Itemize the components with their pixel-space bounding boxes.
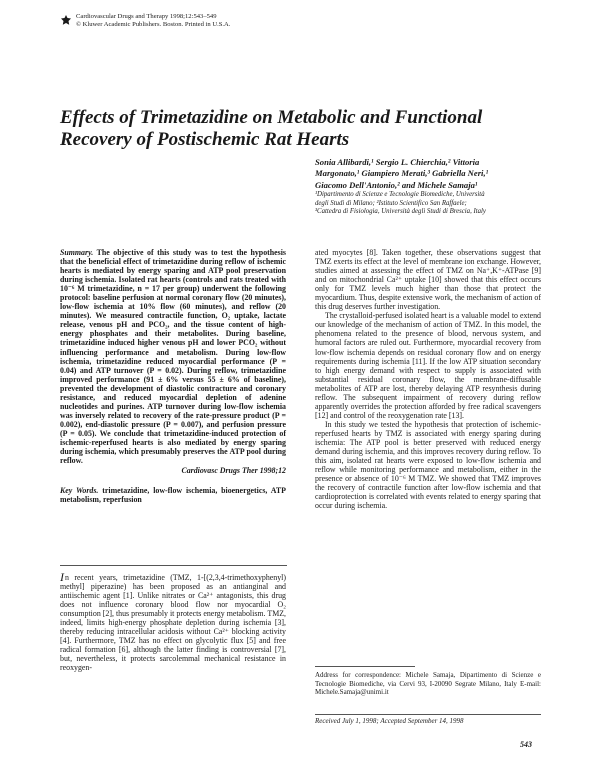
title-line-2: Recovery of Postischemic Rat Hearts xyxy=(60,129,350,150)
title-line-1: Effects of Trimetazidine on Metabolic and Functional xyxy=(60,107,483,128)
journal-citation: Cardiovascular Drugs and Therapy 1998;12:543–549 xyxy=(76,13,217,20)
affiliation-line-2: degli Studi di Milano; ²Istituto Scientifico San Raffaele; xyxy=(315,199,467,207)
body-paragraph-3: In this study we tested the hypothesis that protection of ischemic-reperfused hearts by TMZ is associated with energy sparing during ischemia: The ATP pool is better preserved with reduced energy demand during ischemia, and this improves recovery during reflow. To this aim, isolated rat hearts were exposed to low-flow ischemia and reflow while monitoring performance and metabolism, either in the presence or absence of 10⁻⁶ M TMZ. We showed that TMZ improves the recovery of contractile function after low-flow ischemia and that cardioprotection is correlated with events related to energy sparing that occur during ischemia. xyxy=(315,419,541,511)
received-divider xyxy=(315,714,541,715)
abstract-citation: Cardiovasc Drugs Ther 1998;12 xyxy=(181,466,286,476)
keywords-label: Key Words. xyxy=(60,486,99,496)
right-column xyxy=(315,248,541,510)
body-paragraph-2: The crystalloid-perfused isolated heart is a valuable model to extend our knowledge of the mechanism of action of TMZ. In this model, the phenomena related to the presence of blood, nervous system, and humoral factors are ruled out. Furthermore, myocardial recovery from low-flow ischemia depends on residual coronary flow and on energy requirements during ischemia [11]. If the low ATP situation secondary to high energy demand with respect to supply is associated with substantial residual coronary flow, the membrane-diffusable metabolites of ATP are lost, thereby delaying ATP resynthesis during reflow. The subsequent impairment of recovery during reflow apparently overrides the protection afforded by free radical scavengers [12] and control of the reoxygenation rate [13]. xyxy=(315,311,541,420)
author-line-3: Giacomo Dell'Antonio,² and Michele Samaja¹ xyxy=(315,179,478,190)
page-number: 543 xyxy=(520,740,532,749)
article-title xyxy=(60,107,540,151)
authors-block xyxy=(315,157,555,217)
affiliation-line-3: ³Cattedra di Fisiologia, Università degli Studi di Brescia, Italy xyxy=(315,208,486,216)
keywords-text: trimetazidine, low-flow ischemia, bioenergetics, ATP metabolism, reperfusion xyxy=(60,486,286,505)
section-divider xyxy=(60,565,287,566)
abstract-text: The objective of this study was to test the hypothesis that the beneficial effect of trimetazidine during reflow of ischemic hearts is mediated by energy sparing and ATP pool preservation during ischemia. Isolated rat hearts (controls and rats treated with 10⁻⁶ M trimetazidine, n = 17 per group) underwent the following protocol: baseline perfusion at normal coronary flow (20 minutes), low-flow ischemia at 10% flow (60 minutes), and reflow (20 minutes). We measured contractile function, O₂ uptake, lactate release, venous pH and PCO₂, and the tissue content of high-energy phosphates and their metabolites. During baseline, trimetazidine induced higher venous pH and lower PCO₂ without influencing performance and metabolism. During low-flow ischemia, trimetazidine reduced myocardial performance (P = 0.04) and ATP turnover (P = 0.02). During reflow, trimetazidine improved performance (91 ± 6% versus 55 ± 6% of baseline), prevented the development of diastolic contracture and coronary resistance, and reduced myocardial depletion of adenine nucleotides and purines. ATP turnover during low-flow ischemia was inversely related to recovery of the rate-pressure product (P = 0.002), end-diastolic pressure (P = 0.007), and perfusion pressure (P = 0.05). We conclude that trimetazidine-induced protection of ischemic-reperfused hearts is also mediated by energy sparing during ischemia, which presumably preserves the ATP pool during reflow. xyxy=(60,248,286,466)
publisher-logo-icon xyxy=(60,14,72,26)
received-dates: Received July 1, 1998; Accepted September 14, 1998 xyxy=(315,717,464,725)
intro-paragraph: n recent years, trimetazidine (TMZ, 1-[(2,3,4-trimethoxyphenyl) methyl] piperazine) has been proposed as an antianginal and antiischemic agent [1]. Unlike nitrates or Ca²⁺ antagonists, this drug does not influence coronary blood flow nor myocardial O₂ consumption [2], thus presumably it protects energy metabolism. TMZ, indeed, limits high-energy phosphate depletion during ischemia [3], thereby reducing intracellular acidosis without Ca²⁺ blocking activity [4]. Furthermore, TMZ has no effect on glycolytic flux [5] and free radical formation [6], although the latter finding is controversial [7], but, nevertheless, it protects sarcolemmal mechanical resistance in reoxygen- xyxy=(60,573,286,673)
journal-header xyxy=(60,13,360,30)
drop-cap: I xyxy=(60,570,64,584)
affiliation-line-1: ¹Dipartimento di Scienze e Tecnologie Biomediche, Università xyxy=(315,191,485,199)
publisher-line: © Kluwer Academic Publishers. Boston. Printed in U.S.A. xyxy=(76,21,231,29)
author-line-1: Sonia Allibardi,¹ Sergio L. Chierchia,² Vittoria xyxy=(315,157,480,167)
author-line-2: Margonato,¹ Giampiero Merati,³ Gabriella Neri,¹ xyxy=(315,168,489,179)
abstract xyxy=(60,248,286,465)
abstract-label: Summary. xyxy=(60,248,94,257)
footnote-divider xyxy=(315,666,415,667)
keywords xyxy=(60,486,286,504)
correspondence-address: Address for correspondence: Michele Samaja, Dipartimento di Scienze e Tecnologie Biomediche, via Cervi 93, I-20090 Segrate Milano, Italy E-mail: Michele.Samaja@unimi.it xyxy=(315,671,541,697)
body-paragraph-1: ated myocytes [8]. Taken together, these observations suggest that TMZ exerts its effect at the level of membrane ion exchange. However, studies aimed at assessing the effect of TMZ on Na⁺,K⁺-ATPase [9] and on mitochondrial Ca²⁺ uptake [10] showed that this effect occurs only for TMZ levels much higher than those that protect the myocardium. Thus, despite extensive work, the mechanism of action of this drug deserves further investigation. xyxy=(315,248,541,312)
introduction-text xyxy=(60,570,286,673)
author-names xyxy=(315,157,555,191)
affiliations xyxy=(315,191,555,217)
abstract-column xyxy=(60,248,286,504)
